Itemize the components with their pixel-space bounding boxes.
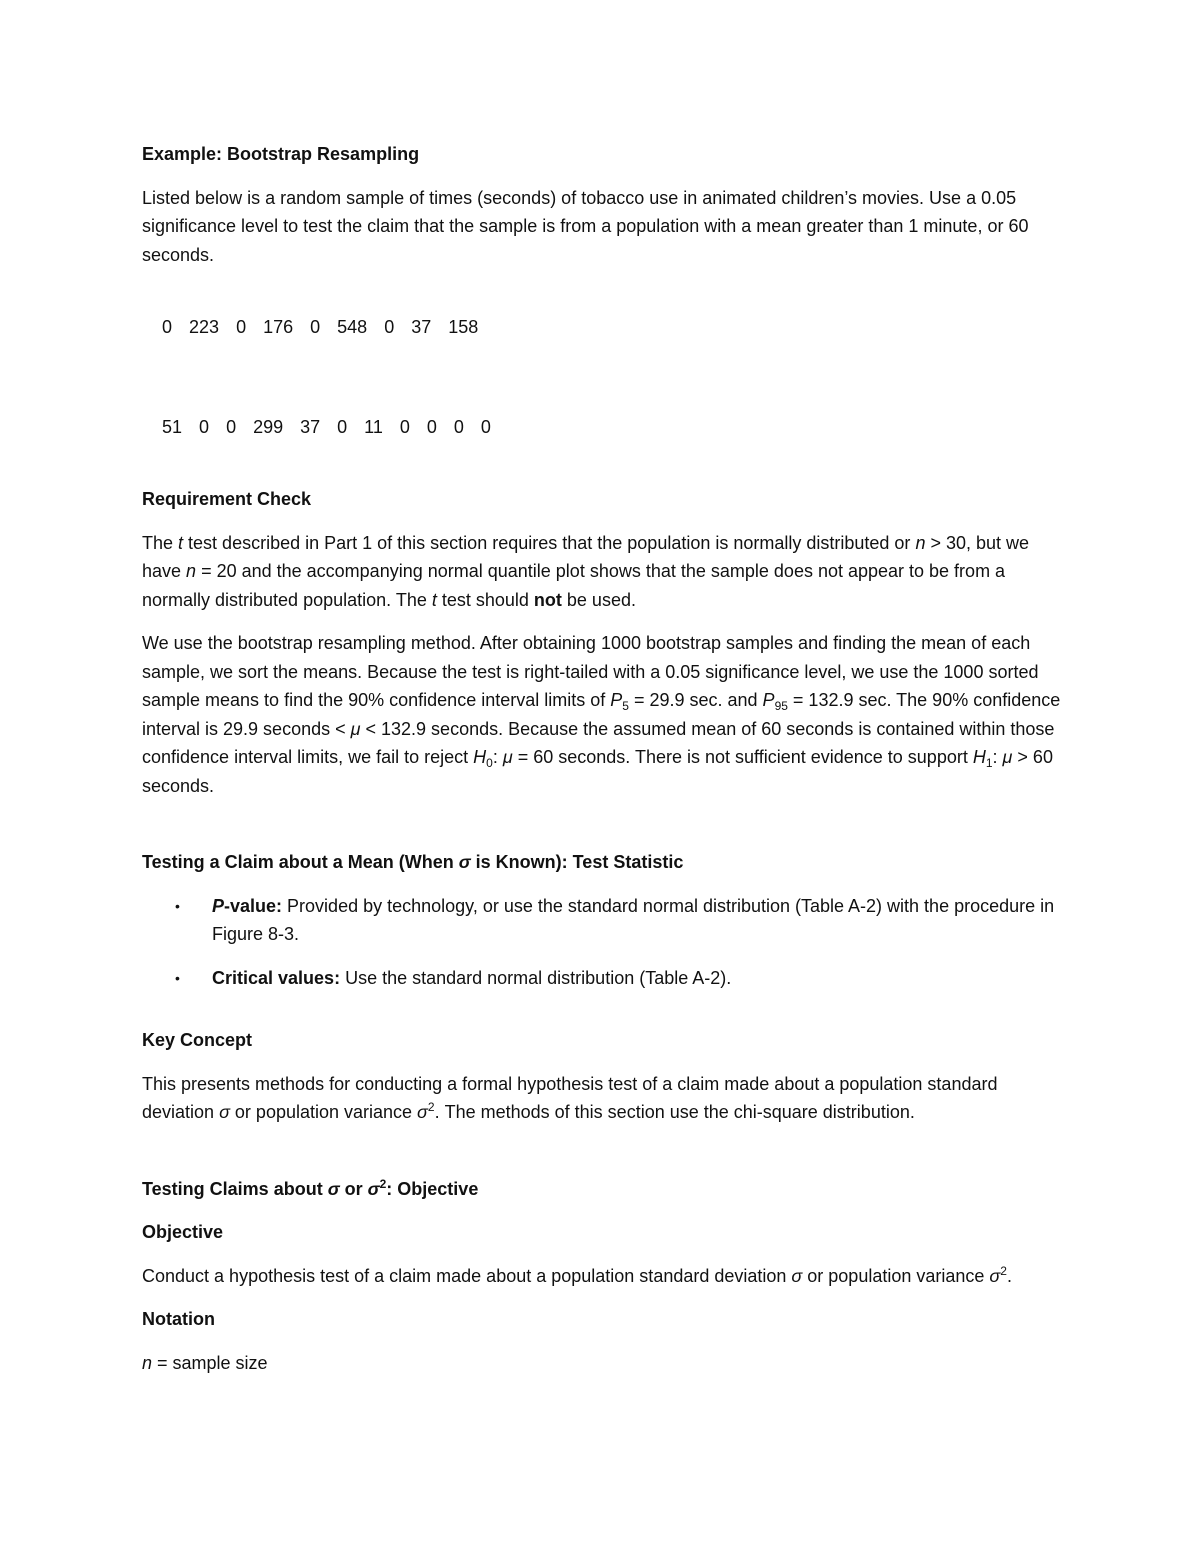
critical-values-label: Critical values:: [212, 967, 341, 988]
text-run: The: [142, 532, 179, 553]
subscript: 95: [774, 699, 788, 713]
mu-symbol: μ: [350, 718, 361, 739]
notation-paragraph: [142, 1349, 1062, 1378]
text-run: : Objective: [386, 1178, 479, 1199]
data-value: 37: [300, 417, 321, 437]
superscript: 2: [379, 1176, 387, 1191]
text-run: This presents methods for conducting a formal hypothesis test of a claim made about a population standard deviation: [142, 1073, 998, 1122]
h-symbol: H: [972, 747, 986, 767]
bootstrap-intro: Listed below is a random sample of times (seconds) of tobacco use in animated children’s movies. Use a 0.05 significance level to test the claim that the sample is from a population with a mean greater than 1 minute, or 60 seconds.: [142, 187, 1029, 265]
data-value: 158: [448, 316, 479, 337]
subscript: 5: [622, 699, 629, 713]
n-symbol: n: [142, 1352, 153, 1373]
p-value-label: [212, 896, 282, 916]
objective-paragraph: [142, 1262, 1062, 1291]
p-symbol: P: [762, 690, 775, 710]
requirement-heading: Requirement Check: [142, 489, 312, 509]
text-run: or: [339, 1178, 368, 1199]
requirement-paragraph: [142, 529, 1062, 615]
p-symbol: P: [212, 895, 225, 916]
text-run: < 132.9 seconds. Because the assumed mean of 60 seconds is contained within those confidence interval limits, we fail to reject: [142, 718, 1055, 767]
data-value: 0: [236, 316, 247, 337]
list-item: [142, 892, 1062, 949]
text-run: > 30, but we have: [142, 532, 1030, 581]
data-value: 0: [453, 417, 464, 437]
text-run: = 132.9 sec. The 90% confidence interval is 29.9 seconds <: [142, 690, 1061, 739]
data-value: 0: [426, 417, 437, 437]
data-value: 0: [162, 316, 173, 337]
sigma-symbol: σ: [367, 1178, 380, 1199]
objective-heading: Objective: [142, 1222, 224, 1242]
text-run: = 29.9 sec. and: [628, 690, 763, 710]
text-run: -value:: [224, 895, 283, 916]
t-symbol: t: [178, 532, 184, 553]
subscript: 1: [985, 756, 993, 770]
data-value: 0: [199, 417, 210, 437]
mu-symbol: μ: [1002, 747, 1013, 767]
text-run: Testing a Claim about a Mean (When: [142, 852, 459, 872]
mu-symbol: μ: [502, 747, 513, 767]
data-value: 223: [189, 316, 220, 337]
sigma-symbol: σ: [989, 1265, 1001, 1286]
bootstrap-title: Example: Bootstrap Resampling: [142, 144, 420, 164]
data-value: 37: [411, 316, 432, 337]
sigma-symbol: σ: [791, 1265, 803, 1286]
text-run: :: [492, 747, 503, 767]
method-paragraph: [142, 629, 1062, 800]
emphasis-not: not: [533, 589, 562, 610]
sigma-symbol: σ: [327, 1178, 340, 1199]
text-run: :: [992, 747, 1003, 767]
bullet-icon: •: [175, 897, 180, 914]
data-row-2: [142, 385, 1062, 471]
text-run: Use the standard normal distribution (Table A-2).: [340, 967, 732, 988]
text-run: or population variance: [802, 1265, 990, 1286]
p-symbol: P: [610, 690, 623, 710]
text-run: . The methods of this section use the chi-square distribution.: [434, 1102, 915, 1122]
objective-section-heading: [142, 1175, 1062, 1204]
bullet-icon: •: [175, 969, 180, 986]
text-run: Conduct a hypothesis test of a claim made about a population standard deviation: [142, 1265, 792, 1286]
n-symbol: n: [915, 532, 926, 553]
text-run: is Known): Test Statistic: [470, 852, 684, 872]
text-run: or population variance: [229, 1102, 418, 1122]
data-value: 0: [310, 316, 321, 337]
data-value: 51: [162, 417, 183, 437]
data-value: 0: [337, 417, 348, 437]
h-symbol: H: [473, 747, 487, 767]
text-run: = 20 and the accompanying normal quantile plot shows that the sample does not appear to be from a normally distributed population. The: [142, 561, 1006, 610]
text-run: Testing Claims about: [142, 1178, 328, 1199]
text-run: = sample size: [152, 1352, 268, 1373]
data-value: 0: [399, 417, 410, 437]
sigma-symbol: σ: [458, 852, 471, 872]
data-value: 176: [263, 316, 294, 337]
sigma-symbol: σ: [219, 1102, 230, 1122]
key-concept-paragraph: [142, 1070, 1062, 1127]
notation-heading: Notation: [142, 1309, 215, 1329]
superscript: 2: [427, 1100, 435, 1114]
data-value: 0: [226, 417, 237, 437]
text-run: > 60 seconds.: [142, 747, 1053, 796]
list-item: [142, 964, 1062, 993]
test-statistic-heading: [142, 848, 1062, 877]
text-run: We use the bootstrap resampling method. After obtaining 1000 bootstrap samples and finding the mean of each sample, we sort the means. Because the test is right-tailed with a 0.05 significance level, we use the 1000 sorted sample means to find the 90% confidence interval limits of: [142, 633, 1039, 710]
key-concept-heading: Key Concept: [142, 1030, 253, 1050]
data-row-1: [142, 284, 1062, 370]
data-value: 11: [364, 417, 383, 437]
text-run: Provided by technology, or use the standard normal distribution (Table A-2) with the procedure in Figure 8-3.: [212, 895, 1055, 944]
text-run: test described in Part 1 of this section requires that the population is normally distributed or: [183, 532, 916, 553]
sigma-symbol: σ: [417, 1102, 428, 1122]
superscript: 2: [1000, 1263, 1007, 1278]
test-statistic-list: [142, 892, 1062, 993]
n-symbol: n: [186, 561, 197, 581]
data-value: 0: [384, 316, 395, 337]
t-symbol: t: [431, 589, 437, 610]
text-run: .: [1006, 1265, 1012, 1286]
data-value: 548: [337, 316, 368, 337]
text-run: be used.: [561, 589, 636, 610]
text-run: = 60 seconds. There is not sufficient evidence to support: [512, 747, 973, 767]
document-page: [142, 140, 1062, 1392]
data-value: 299: [253, 417, 284, 437]
subscript: 0: [486, 756, 493, 770]
text-run: test should: [436, 589, 534, 610]
data-value: 0: [480, 417, 491, 437]
